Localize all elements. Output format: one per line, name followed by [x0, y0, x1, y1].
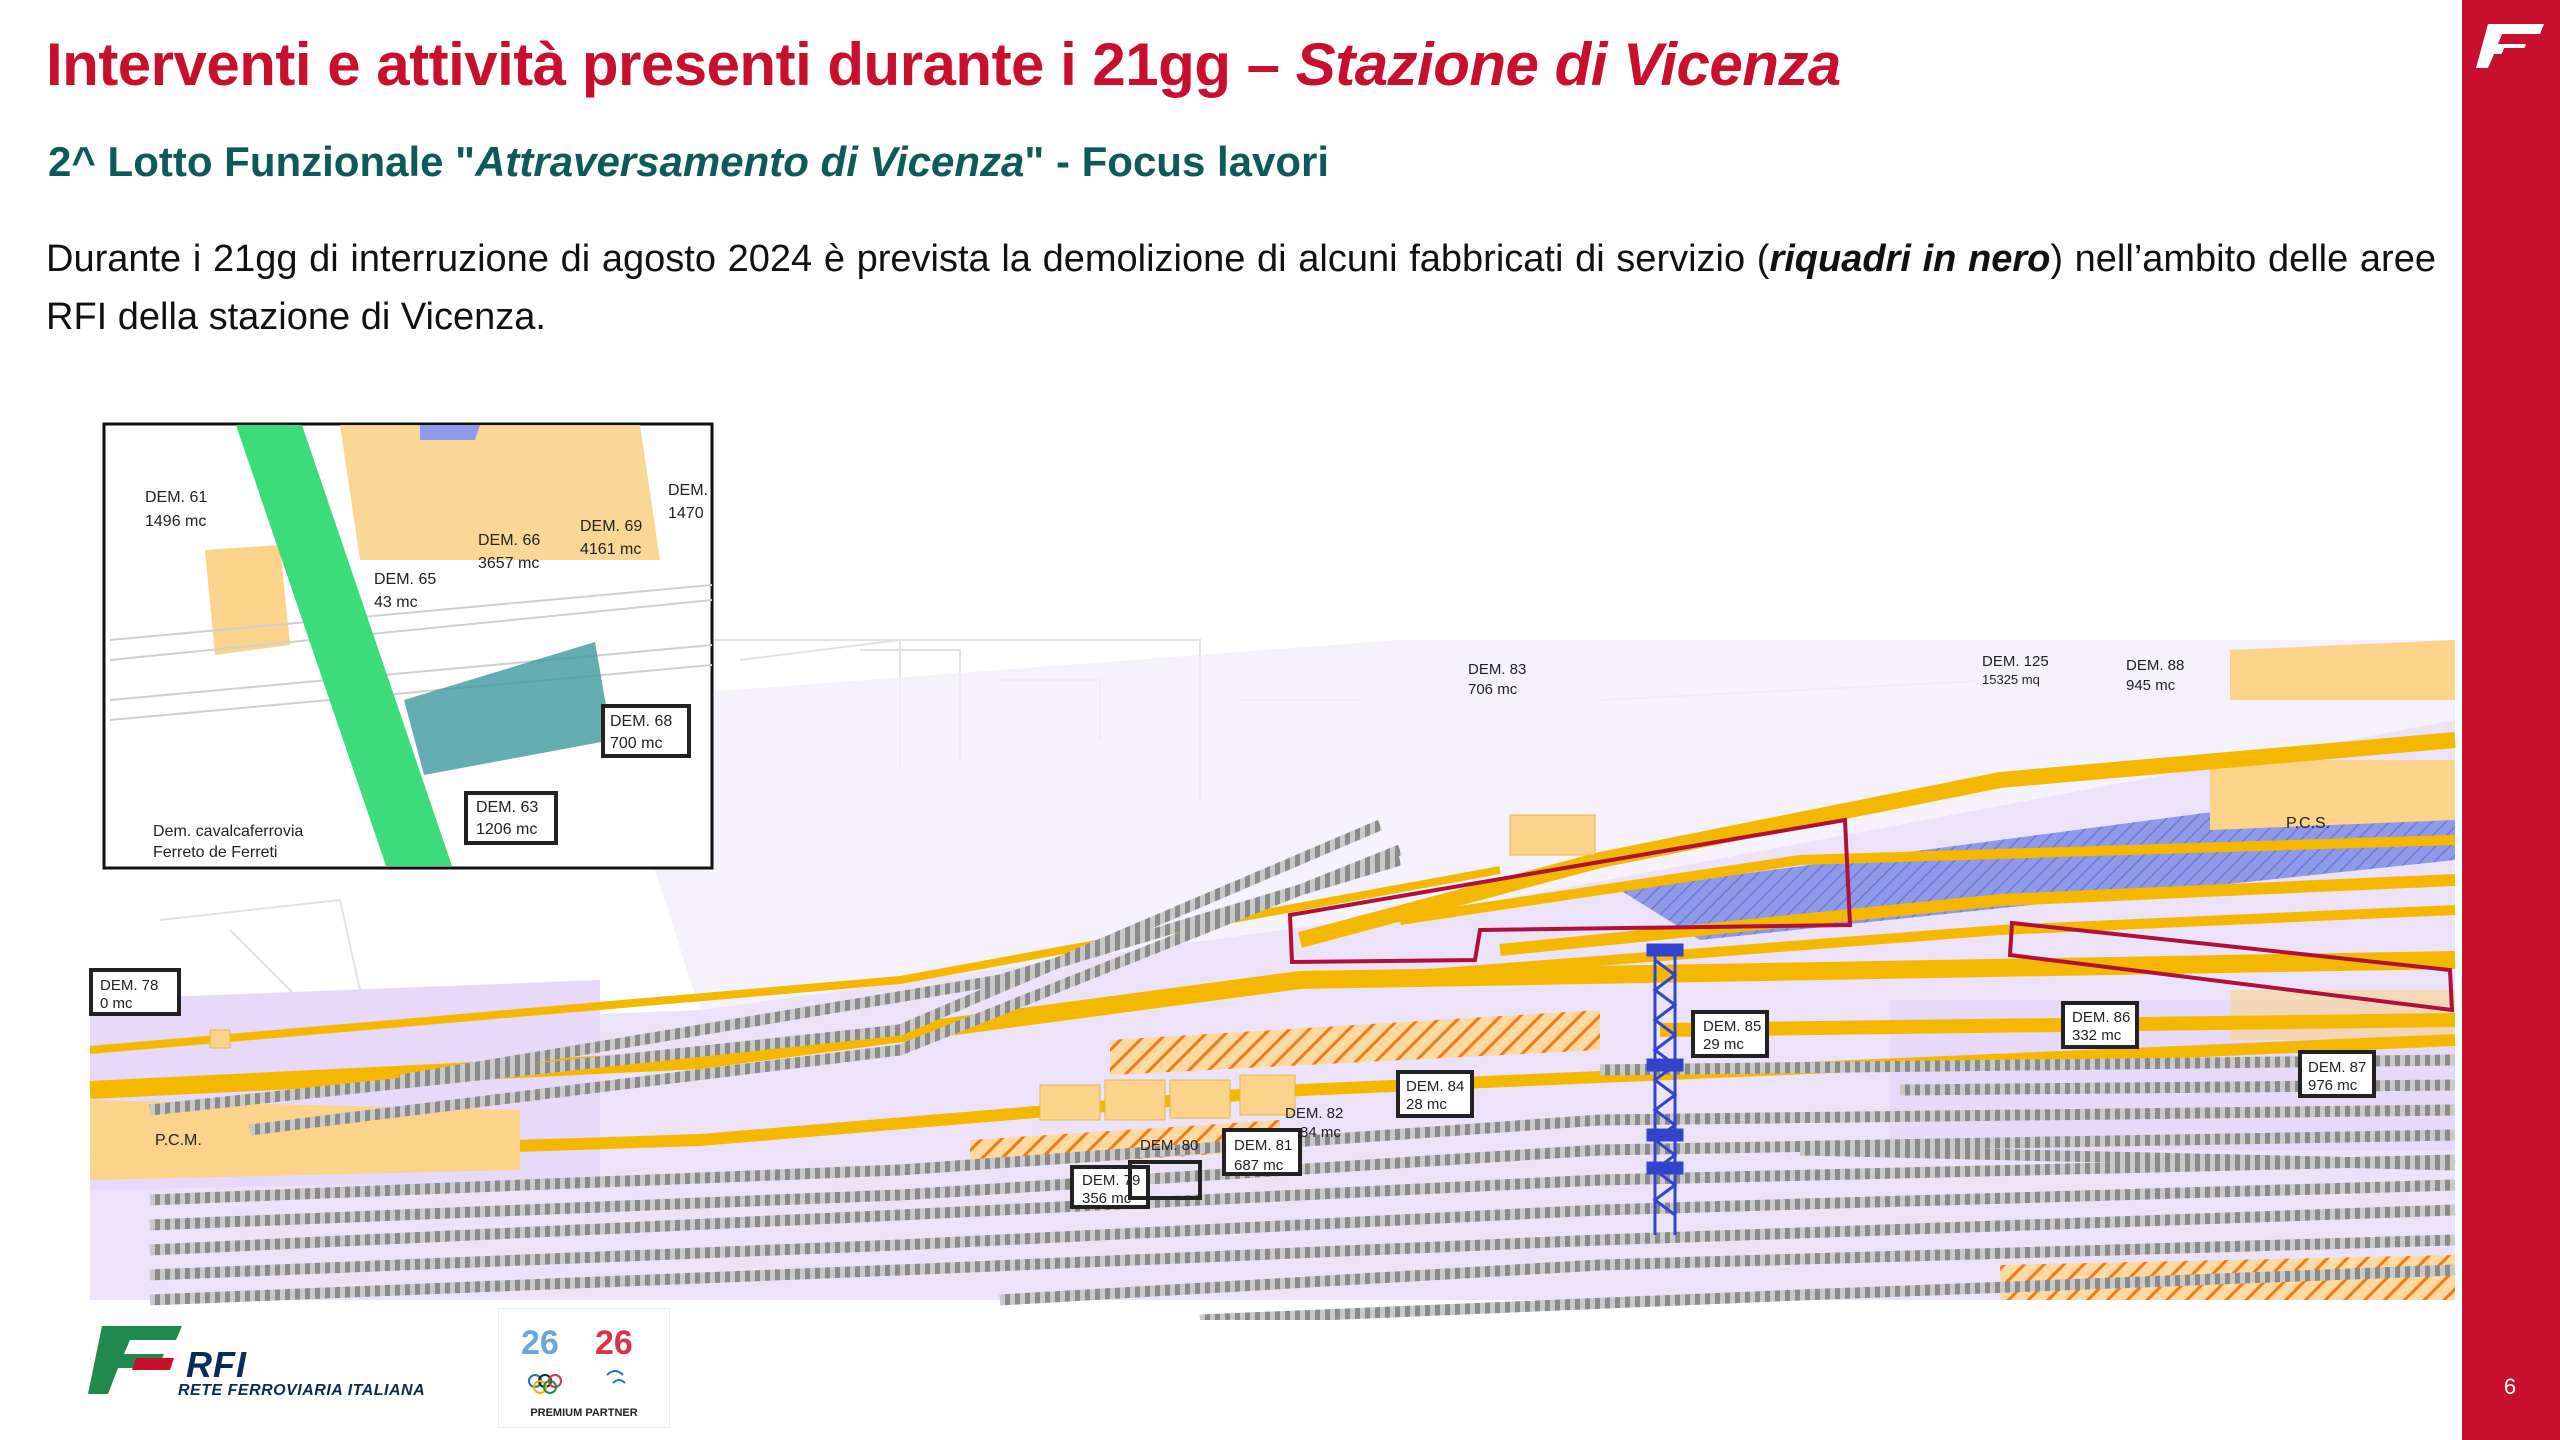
label-dem87: DEM. 87	[2308, 1059, 2367, 1076]
inset-dem61: DEM. 61	[145, 489, 208, 506]
inset-dem66: DEM. 66	[478, 532, 541, 549]
label-dem80: DEM. 80	[1140, 1137, 1199, 1154]
inset-dem69: DEM. 69	[580, 518, 643, 535]
label-dem82-val: 84 mc	[1300, 1124, 1341, 1141]
brand-sidebar	[2462, 0, 2560, 1440]
label-dem125-val: 15325 mq	[1982, 672, 2040, 687]
label-dem86: DEM. 86	[2072, 1009, 2131, 1026]
rfi-brand-name: RFI	[186, 1344, 247, 1385]
inset-dem68: DEM. 68	[610, 713, 673, 730]
label-dem84: DEM. 84	[1406, 1078, 1465, 1095]
label-dem83: DEM. 83	[1468, 661, 1527, 678]
label-dem83-val: 706 mc	[1468, 681, 1518, 698]
fs-logo-icon	[2474, 18, 2550, 70]
label-dem78-val: 0 mc	[100, 995, 133, 1012]
label-dem79-val: 356 mc	[1082, 1190, 1132, 1207]
label-pcs: P.C.S.	[2286, 815, 2331, 832]
subtitle-post: " - Focus lavori	[1024, 138, 1330, 185]
label-dem85: DEM. 85	[1703, 1018, 1762, 1035]
partner-label: PREMIUM PARTNER	[530, 1407, 638, 1419]
description-bold: riquadri in nero	[1769, 238, 2051, 280]
label-pcm: P.C.M.	[155, 1132, 202, 1149]
svg-text:26: 26	[521, 1324, 559, 1362]
inset-caption-2: Ferreto de Ferreti	[153, 844, 278, 861]
title-italic: Stazione di Vicenza	[1295, 31, 1841, 98]
inset-dem65: DEM. 65	[374, 571, 437, 588]
label-dem81-val: 687 mc	[1234, 1157, 1284, 1174]
inset-dem65-val: 43 mc	[374, 594, 418, 611]
label-dem86-val: 332 mc	[2072, 1027, 2122, 1044]
inset-dem63: DEM. 63	[476, 799, 539, 816]
inset-dem63-val: 1206 mc	[476, 821, 538, 838]
label-dem82: DEM. 82	[1285, 1105, 1344, 1122]
label-dem78: DEM. 78	[100, 977, 159, 994]
inset-caption-1: Dem. cavalcaferrovia	[153, 823, 304, 840]
label-dem87-val: 976 mc	[2308, 1077, 2358, 1094]
inset-dem66-val: 3657 mc	[478, 555, 540, 572]
rfi-brand-full: RETE FERROVIARIA ITALIANA	[178, 1382, 426, 1399]
inset-dem-top-val: 1470	[668, 505, 704, 522]
subtitle-italic: Attraversamento di Vicenza	[475, 138, 1025, 185]
label-dem79: DEM. 79	[1082, 1172, 1141, 1189]
label-dem88-val: 945 mc	[2126, 677, 2176, 694]
label-dem125: DEM. 125	[1982, 653, 2049, 670]
description-pre: Durante i 21gg di interruzione di agosto 2024 è prevista la demolizione di alcuni fabbricati di servizio (	[46, 238, 1770, 280]
title-main: Interventi e attività presenti durante i 21gg –	[46, 31, 1296, 98]
label-dem88: DEM. 88	[2126, 657, 2185, 674]
inset-dem-top: DEM.	[668, 482, 708, 499]
inset-dem69-val: 4161 mc	[580, 541, 642, 558]
description-post: ) nell’ambito delle aree RFI della stazione di Vicenza.	[46, 238, 2436, 338]
svg-text:26: 26	[595, 1324, 633, 1362]
olympics-logo-icon	[499, 1309, 669, 1399]
label-dem81: DEM. 81	[1234, 1137, 1293, 1154]
olympics-partner-badge	[498, 1308, 670, 1428]
page-number: 6	[2503, 1374, 2517, 1399]
label-dem85-val: 29 mc	[1703, 1036, 1744, 1053]
inset-dem68-val: 700 mc	[610, 735, 663, 752]
inset-dem61-val: 1496 mc	[145, 513, 207, 530]
subtitle-pre: 2^ Lotto Funzionale "	[48, 138, 476, 185]
label-dem84-val: 28 mc	[1406, 1096, 1447, 1113]
